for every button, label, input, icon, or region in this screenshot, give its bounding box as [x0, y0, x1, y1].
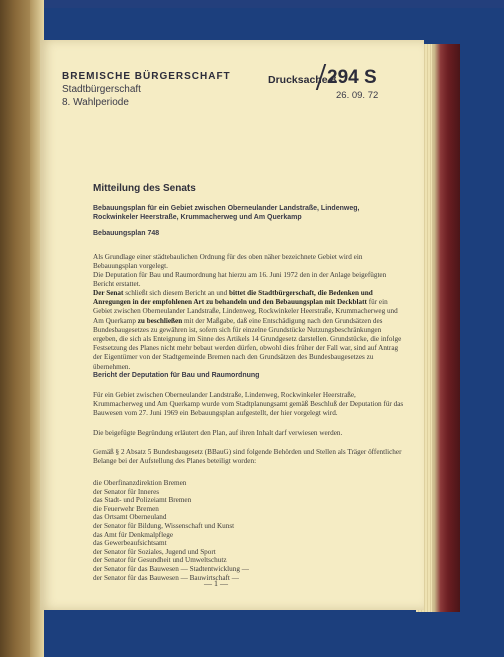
paragraph-deputation-report: Die Deputation für Bau und Raumordnung hat hierzu am 16. Juni 1972 den in der Anlage beigefügten Bericht erstattet.	[93, 271, 387, 289]
paragraph-participants: Gemäß § 2 Absatz 5 Bundesbaugesetz (BBauG) sind folgende Behörden und Stellen als Träger öffentlicher Belange bei der Aufstellung des Planes beteiligt worden:	[93, 448, 402, 466]
list-item: das Ortsamt Oberneuland	[93, 513, 167, 522]
list-item: die Feuerwehr Bremen	[93, 504, 159, 513]
list-item: das Amt für Denkmalpflege	[93, 530, 174, 539]
drucksache-number: 294 S	[327, 67, 377, 88]
document-title: Mitteilung des Senats	[93, 183, 196, 194]
background-top	[0, 0, 504, 8]
list-item: der Senator für das Bauwesen — Bauwirtschaft —	[93, 573, 239, 582]
senate-text-3: mit der Maßgabe, daß eine Entschädigung nach den Grundsätzen des Bundesbaugesetzes zu gewähren ist, sofern sich für einzelne Grundstücke Nutzungsbeschränkungen ergeben, die sich als Enteignung im Sinne des Artikels 14 Grundgesetz darstellen. Grundstücke, die infolge Festsetzung des Planes nicht mehr bebaut werden dürfen, obwohl dies früher der Fall war, sind auf Antrag der Eigentümer von der Stadtgemeinde Bremen nach den Grundsätzen des Bundesbaugesetzes zu übernehmen.	[93, 316, 402, 371]
list-item: der Senator für Inneres	[93, 487, 160, 496]
page-number: — 1 —	[204, 579, 228, 588]
list-item: der Senator für Bildung, Wissenschaft und Kunst	[93, 521, 235, 530]
binder-cover-edge	[430, 44, 460, 612]
list-item: das Gewerbeaufsichtsamt	[93, 539, 167, 548]
list-item: der Senator für Soziales, Jugend und Sport	[93, 547, 216, 556]
section-title: Bericht der Deputation für Bau und Raumordnung	[93, 372, 260, 379]
senate-request: bittet die Stadtbürgerschaft, die Bedenken und Anregungen in der empfohlenen Art zu behandeln und den Bebauungsplan mit Deckblatt	[93, 289, 373, 307]
list-item: die Oberfinanzdirektion Bremen	[93, 479, 187, 487]
paragraph-intro: Als Grundlage einer städtebaulichen Ordnung für des oben näher bezeichnete Gebiet wird ein Bebauungsplan vorgelegt.	[93, 253, 363, 271]
senate-text-2: für ein Gebiet zwischen Oberneulander Landstraße, Lindenweg, Rockwinkeler Heerstraße, Krummacherweg und Am Querkamp	[93, 298, 398, 325]
legislative-period: 8. Wahlperiode	[62, 97, 129, 108]
paragraph-plan-origin: Für ein Gebiet zwischen Oberneulander Landstraße, Lindenweg, Rockwinkeler Heerstraße, Krummacherweg und Am Querkamp wurde vom Stadtplanungsamt gemäß Beschluß der Deputation für das Bauwesen vom 27. Juni 1969 ein Bebauungsplan aufgestellt, der hier vorgelegt wird.	[93, 391, 404, 418]
drucksache-label: Drucksache 8	[268, 74, 337, 86]
document-date: 26. 09. 72	[336, 90, 379, 101]
senate-text-1: schließt sich diesem Bericht an und	[123, 289, 230, 297]
list-item: das Stadt- und Polizeiamt Bremen	[93, 496, 192, 505]
paragraph-justification: Die beigefügte Begründung erläutert den Plan, auf ihren Inhalt darf verwiesen werden.	[93, 429, 343, 437]
paragraph-senate-decision	[93, 289, 405, 372]
document-page	[40, 40, 424, 610]
subject-line-1: Bebauungsplan für ein Gebiet zwischen Oberneulander Landstraße, Lindenweg,	[93, 205, 360, 212]
subject-line-2: Rockwinkeler Heerstraße, Krummacherweg und Am Querkamp	[93, 214, 302, 221]
plan-number: Bebauungsplan 748	[93, 230, 160, 237]
senate-label: Der Senat	[93, 289, 124, 297]
authorities-list	[93, 479, 249, 582]
senate-resolve: zu beschließen	[137, 316, 183, 325]
chamber-name: Stadtbürgerschaft	[62, 84, 141, 95]
org-name: BREMISCHE BÜRGERSCHAFT	[62, 71, 231, 82]
list-item: der Senator für das Bauwesen — Stadtentwicklung —	[93, 564, 249, 573]
list-item: der Senator für Gesundheit und Umweltschutz	[93, 556, 227, 565]
